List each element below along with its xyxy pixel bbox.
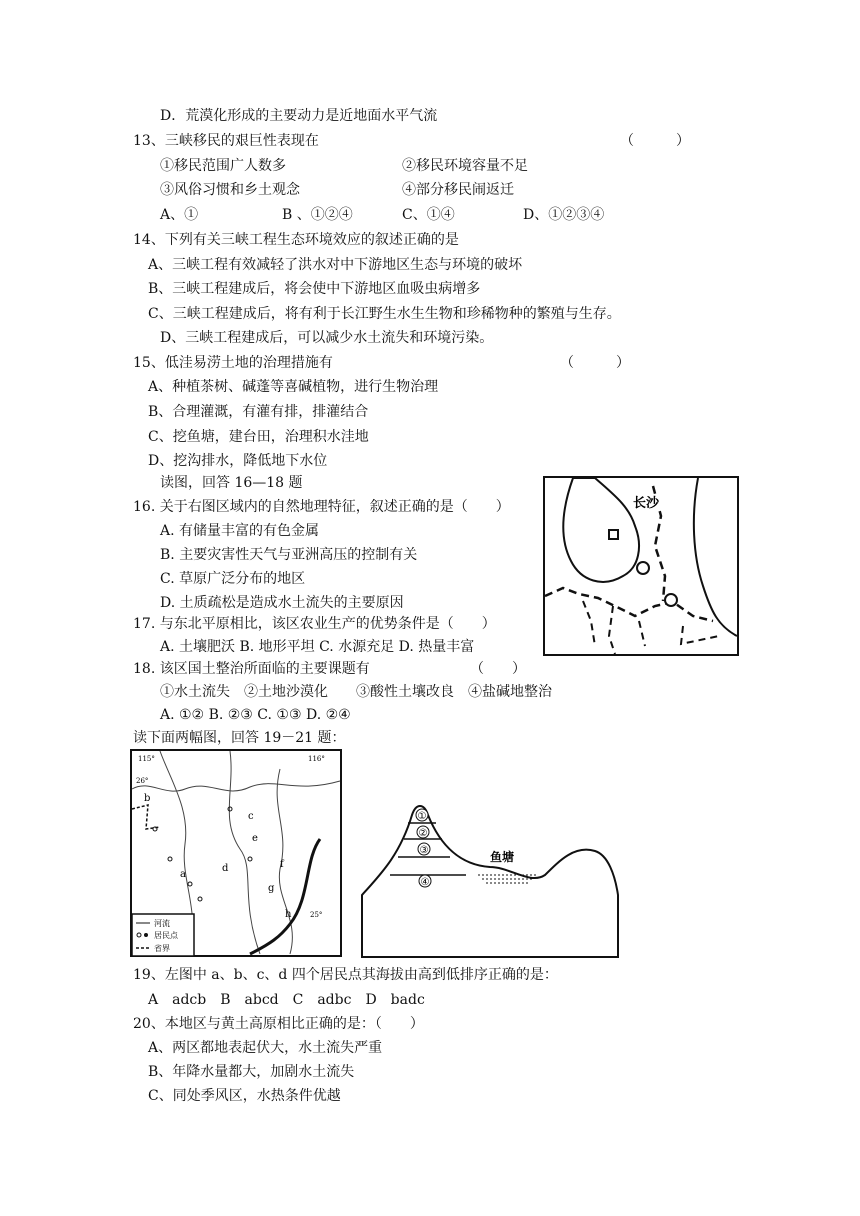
point-c: c	[248, 811, 254, 822]
point-g: g	[268, 883, 275, 894]
point-h: h	[285, 909, 292, 920]
read-instruction-19-21: 读下面两幅图，回答 19－21 题：	[133, 730, 346, 746]
q19-stem: 19、左图中 a、b、c、d 四个居民点其海拔由高到低排序正确的是：	[133, 967, 558, 983]
profile-label-1: ①	[417, 811, 427, 822]
q13-statement-1: ①移民范围广人数多	[160, 158, 286, 174]
q18-blank: （ ）	[470, 661, 526, 677]
lat-25-label: 25°	[310, 911, 323, 919]
settlement-map	[130, 749, 342, 957]
point-b: b	[144, 793, 151, 804]
q15-option-c: C、挖鱼塘，建台田，治理积水洼地	[148, 429, 369, 445]
profile-label-3: ③	[419, 845, 429, 856]
q15-option-b: B、合理灌溉，有灌有排，排灌结合	[148, 404, 369, 420]
q16-option-c: C. 草原广泛分布的地区	[160, 571, 306, 587]
q17-options: A. 土壤肥沃 B. 地形平坦 C. 水源充足 D. 热量丰富	[160, 639, 475, 655]
lon-116-label: 116°	[308, 755, 325, 763]
q15-option-a: A、种植茶树、碱蓬等喜碱植物，进行生物治理	[148, 379, 439, 395]
changsha-label: 长沙	[633, 496, 660, 511]
q14-option-d: D、三峡工程建成后，可以减少水土流失和环境污染。	[160, 330, 494, 346]
q16-option-d: D. 土质疏松是造成水土流失的主要原因	[160, 595, 404, 611]
q14-option-b: B、三峡工程建成后，将会使中下游地区血吸虫病增多	[148, 281, 481, 297]
profile-label-4: ④	[420, 877, 430, 888]
q18-stem: 18. 该区国土整治所面临的主要课题有	[133, 661, 370, 677]
q14-option-a: A、三峡工程有效减轻了洪水对中下游地区生态与环境的破坏	[148, 257, 523, 273]
q13-statement-4: ④部分移民闹返迁	[402, 182, 514, 198]
legend-border: 省界	[154, 944, 170, 953]
legend-settlement: 居民点	[154, 931, 178, 940]
q13-option-b: B 、①②④	[282, 207, 353, 223]
q20-stem: 20、本地区与黄土高原相比正确的是：（ ）	[133, 1016, 424, 1032]
lon-115-label: 115°	[138, 755, 155, 763]
legend-river: 河流	[154, 919, 170, 928]
q15-stem: 15、低洼易涝土地的治理措施有	[133, 355, 333, 371]
q17-stem: 17. 与东北平原相比，该区农业生产的优势条件是（ ）	[133, 616, 496, 632]
q12-option-d: D．荒漠化形成的主要动力是近地面水平气流	[160, 108, 438, 124]
q13-option-a: A、①	[160, 207, 199, 223]
q14-stem: 14、下列有关三峡工程生态环境效应的叙述正确的是	[133, 232, 459, 248]
q20-option-a: A、两区都地表起伏大，水土流失严重	[148, 1040, 383, 1056]
terrace-profile-diagram	[360, 795, 620, 959]
read-instruction-16-18: 读图，回答 16—18 题	[160, 475, 303, 491]
q18-options: A. ①② B. ②③ C. ①③ D. ②④	[160, 707, 351, 723]
q13-option-c: C、①④	[402, 207, 455, 223]
profile-label-2: ②	[418, 828, 428, 839]
q14-option-c: C、三峡工程建成后，将有利于长江野生水生生物和珍稀物种的繁殖与生存。	[148, 306, 621, 322]
q13-stem: 13、三峡移民的艰巨性表现在	[133, 133, 319, 149]
q15-option-d: D、挖沟排水，降低地下水位	[148, 453, 328, 469]
q13-statement-3: ③风俗习惯和乡土观念	[160, 182, 300, 198]
q19-options: A adcb B abcd C adbc D badc	[148, 992, 425, 1008]
point-a: a	[180, 869, 186, 880]
q18-items: ①水土流失 ②土地沙漠化 ③酸性土壤改良 ④盐碱地整治	[160, 684, 552, 700]
q16-option-a: A. 有储量丰富的有色金属	[160, 523, 320, 539]
q13-statement-2: ②移民环境容量不足	[402, 158, 528, 174]
lat-26-label: 26°	[136, 777, 149, 785]
q20-option-b: B、年降水量都大，加剧水土流失	[148, 1064, 355, 1080]
q16-option-b: B. 主要灾害性天气与亚洲高压的控制有关	[160, 547, 418, 563]
q20-option-c: C、同处季风区，水热条件优越	[148, 1088, 341, 1104]
q13-option-d: D、①②③④	[523, 207, 605, 223]
point-f: f	[280, 859, 284, 870]
fish-pond-label: 鱼塘	[490, 850, 515, 864]
q16-stem: 16. 关于右图区域内的自然地理特征，叙述正确的是（ ）	[133, 499, 510, 515]
region-map-changsha	[543, 476, 739, 656]
point-d: d	[222, 863, 229, 874]
point-e: e	[252, 833, 258, 844]
q15-blank: （ ）	[560, 355, 630, 371]
q13-blank: （ ）	[620, 133, 690, 149]
